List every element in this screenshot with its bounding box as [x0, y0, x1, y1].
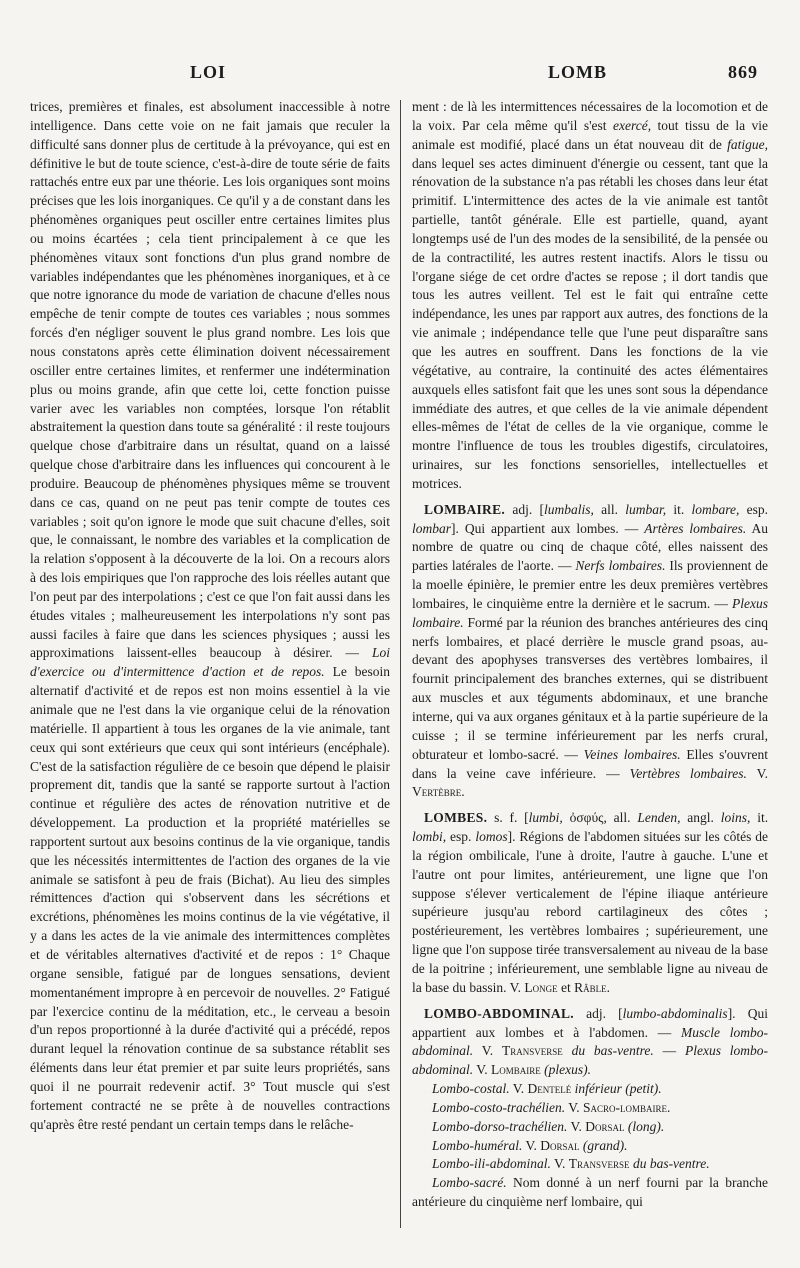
text: all.: [613, 810, 631, 826]
text-italic: lumbar,: [625, 501, 667, 517]
text: Elles s'ouvrent dans la veine cave inférieure. —: [412, 746, 768, 781]
text: s. f. [: [494, 810, 529, 826]
text-italic: lombare,: [691, 501, 740, 517]
text: ]. Qui appartient aux lombes et à l'abdomen. —: [412, 1005, 768, 1040]
subentry-lombo-sacre: [412, 1174, 768, 1212]
entry-lombaire: [412, 501, 768, 803]
text: Le besoin alternatif d'activité et de repos est non moins essentiel à la vie animale que ne l'est dans la vie organique celui de la rénovation matérielle. Il appartient à tous les organes de la vie animale, tant ceux qui sont extérieurs que ceux qui sont intérieurs (encéphale). C'est de la satisfaction régulière de ce besoin que dépend le plaisir proprement dit, tandis que la santé se rapporte surtout à l'action continue et régulière des actes de rénovation nutritive et de développement. La production et la propriété matérielles se rapportent surtout aux besoins continus de la vie organique, tandis que les nécessités intermittentes de l'action des organes de la vie animale se satisfont à peu de frais (Bichat). Au lieu des simples rémittences d'action qui s'observent dans les sécrétions et excrétions, phénomènes les moins continus de la vie végétative, il y a dans les actes de la vie animale des intermittences complètes et de véritables alternatives d'activité et de repos : 1° Chaque organe sensible, fatigué par de longues sensations, devient momentanément impropre à en percevoir de nouvelles. 2° Fatigué par l'exercice continu de la méditation, etc., le cerveau a besoin d'un repos proportionné à la durée d'activité qui a précédé, repos durant lequel la rénovation continue de sa substance rétablit ses éléments dans leur état premier et par suite leurs propriétés, sans quoi il ne pourrait redevenir actif. 3° Tout muscle qui s'est fortement contracté ne se prête à de nouvelles contractions qu'après être resté pendant un certain temps dans le relâche-: [30, 664, 390, 1132]
left-column: [30, 98, 390, 1134]
text-italic: lumbalis,: [543, 501, 594, 517]
text: V.: [568, 1099, 580, 1115]
text: Nom donné à un nerf fourni par la branche antérieure du cinquième nerf lombaire, qui: [412, 1175, 768, 1210]
text: adj. [: [586, 1005, 623, 1021]
text: Formé par la réunion des branches antérieures des cinq nerfs lombaires, et placé derrière le muscle grand psoas, au-devant des apophyses transverses des vertèbres lombaires, il fournit principalement des branches externes, qui se distribuent aux muscles et aux téguments abdominaux, et une branche interne, qui va aux organes génitaux et à la partie supérieure de la cuisse ; il se termine inférieurement par les nerfs crural, obturateur et lombo-sacré. —: [412, 614, 769, 762]
text-italic: (long).: [627, 1118, 665, 1134]
text: it.: [757, 810, 769, 826]
text-italic: (grand).: [582, 1137, 628, 1153]
text-italic: Muscle lombo-abdominal.: [412, 1024, 769, 1059]
text-italic: lombi,: [412, 829, 447, 845]
text: all.: [601, 501, 618, 517]
text-italic: fatigue,: [727, 136, 768, 152]
text-italic: Lombo-dorso-trachélien.: [432, 1118, 568, 1134]
text: trices, premières et finales, est absolument inaccessible à notre intelligence. Dans cette voie on ne fait jamais que reculer la difficulté sans donner plus de certitude à la prévoyance, qui est en définitive le but de toute science, c'est-à-dire de toute série de faits rattachés entre eux par une théorie. Les lois organiques sont moins précises que les lois inorganiques. Ce qu'il y a de constant dans les phénomènes organiques peut osciller entre certaines limites plus ou moins écartées ; cela tient principalement à ce que les phénomènes vitaux sont fonctions d'un plus grand nombre de variables indépendantes que les phénomènes inorganiques, et à ce que notre ignorance du mode de variation de chacune d'elles nous empêche de tenir compte de toutes ces variables ; nous sommes forcés d'en négliger souvent le plus grand nombre. Les lois que nous constatons après cette élimination doivent nécessairement osciller entre certaines limites, et renfermer une indétermination plus ou moins grande, afin que cette loi, cette fonction puisse varier avec les variables non comptées, lorsque l'on rétablit abstraitement la question dans toute sa généralité : il reste toujours quelque chose d'arbitraire dans un résultat, quand on a laissé quelque chose d'arbitraire dans les influences qui concourent à le produire. Beaucoup de phénomènes physiques même se trouvent dans ce cas, quand on ne peut pas tenir compte de toutes ces variables ; soit qu'on ignore le mode que suit chacune d'elles, soit que, le connaissant, le nombre des variables et la complication de la relation s'opposent à la découverte de la loi. On a recours alors à des lois empiriques que l'on rapproche des lois réelles autant que l'on peut par des interpolations ; c'est ce que l'on fait aussi dans les études vitales ; malheureusement les interpolations n'y sont pas aussi faciles à faire que dans les sciences physiques ; aussi les approximations laissent-elles beaucoup à désirer. —: [30, 99, 390, 661]
text-italic: lumbi,: [528, 810, 563, 826]
text: —: [662, 1043, 677, 1059]
cross-reference: Vertèbre.: [412, 784, 465, 800]
paragraph-loi: [30, 98, 390, 1134]
text-italic: Lombo-costal.: [432, 1081, 510, 1097]
text-italic: loins,: [720, 810, 751, 826]
text-italic: Plexus lombo-abdominal.: [412, 1043, 769, 1078]
text-italic: (plexus).: [544, 1062, 592, 1078]
text-italic: exercé,: [612, 117, 652, 133]
page-number: 869: [728, 62, 758, 82]
text-italic: Veines lombaires.: [583, 746, 681, 762]
subentry-lombo-costal: [412, 1080, 768, 1099]
cross-reference: Lombaire: [491, 1062, 541, 1078]
text: V.: [512, 1081, 525, 1097]
column-divider: [400, 100, 401, 1228]
cross-reference: Transverse: [501, 1043, 563, 1059]
text: V.: [554, 1156, 566, 1172]
running-head-left: LOI: [190, 62, 227, 82]
text: V.: [570, 1118, 582, 1134]
subentry-lombo-humeral: [412, 1137, 768, 1156]
headword: LOMBAIRE.: [424, 501, 506, 517]
text: esp.: [450, 829, 472, 845]
cross-reference: Dorsal: [540, 1137, 580, 1153]
text: ment : de là les intermittences nécessaires de la locomotion et de la voix. Par cela même qu'il s'est: [412, 99, 768, 133]
text-italic: lomos: [475, 829, 508, 845]
headword: LOMBO-ABDOMINAL.: [424, 1005, 574, 1021]
text: ]. Régions de l'abdomen situées sur les côtés de la région ombilicale, l'une à droite, l'autre à gauche. L'une et l'autre ont pour limites, antérieurement, une ligne que l'on suppose s'élever verticalement de l'épine iliaque antérieure supérieure jusqu'au rebord cartilagineux des côtes ; postérieurement, les vertèbres lombaires ; supérieurement, une ligne que l'on suppose tirée transversalement au niveau de la base de la poitrine ; inférieurement, une semblable ligne au niveau de la base du bassin. V.: [412, 829, 769, 995]
text: V.: [476, 1062, 488, 1078]
text: V.: [525, 1137, 537, 1153]
text: Au nombre de quatre ou cinq de chaque côté, elles naissent des parties latérales de l'aorte. —: [412, 520, 768, 574]
text: ]. Qui appartient aux lombes. —: [451, 520, 639, 536]
cross-reference: Râble.: [574, 979, 611, 995]
text-italic: Plexus lombaire.: [412, 595, 769, 630]
right-column: [412, 98, 768, 1212]
text: dans lequel ses actes diminuent d'énergie ou cessent, tant que la rénovation de la substance n'a pas rétabli les choses dans leur état primitif. L'intermittence des actes de la vie animale est tantôt partielle, tantôt générale. Elle est partielle, quand, ayant longtemps usé de l'un des modes de la sensibilité, de la pensée ou de la contractilité, les autres restent inactifs. Alors le tissu ou l'organe siége de cet ordre d'actes se repose ; il dort tandis que tous les autres veillent. Tel est le fait qui entraîne cette indépendance, les unes par rapport aux autres, des fonctions de la vie animale ; indépendance telle que l'une peut disparaître sans que les autres en souffrent. Dans les fonctions de la vie végétative, au contraire, la continuité des actes élémentaires auxquels elles satisfont fait que les unes sont sous la dépendance immédiate des autres, et que celles de la vie animale dépendent elles-mêmes de l'état de celles de la vie organique, comme le montre l'influence de tous les troubles digestifs, circulatoires, urinaires, sur les fonctions sensorielles, intellectuelles et motrices.: [412, 155, 768, 491]
text: adj. [: [512, 501, 544, 517]
cross-reference: Longe: [524, 979, 558, 995]
text-italic: Artères lombaires.: [644, 520, 747, 536]
entry-lombo-abdominal: [412, 1005, 768, 1080]
subheading-italic: Loi d'exercice ou d'intermittence d'action et de repos.: [30, 645, 390, 680]
text: esp.: [746, 501, 769, 517]
cross-reference: Sacro-lombaire.: [583, 1099, 671, 1115]
subentry-lombo-dorso-trachelien: [412, 1118, 768, 1137]
text-italic: du bas-ventre.: [632, 1156, 710, 1172]
text-italic: Vertèbres lombaires.: [629, 765, 747, 781]
text: tout tissu de la vie animale est modifié, placé dans un état nouveau dit de: [412, 117, 768, 152]
subentry-lombo-ili-abdominal: [412, 1155, 768, 1174]
text: angl.: [687, 810, 714, 826]
headword: LOMBES.: [424, 810, 488, 826]
cross-reference: Transverse: [568, 1156, 630, 1172]
text-italic: Lenden,: [637, 810, 681, 826]
text: it.: [673, 501, 685, 517]
cross-reference: Dentelé: [527, 1081, 572, 1097]
text-italic: Nerfs lombaires.: [575, 558, 666, 574]
subentry-lombo-costo-trachelien: [412, 1099, 768, 1118]
text-greek: ὀσφύς,: [569, 810, 607, 826]
text-italic: Lombo-sacré.: [432, 1175, 507, 1191]
text-italic: inférieur (petit).: [574, 1081, 662, 1097]
text: et: [561, 979, 571, 995]
text-italic: Lombo-huméral.: [432, 1137, 523, 1153]
text: Ils proviennent de la moelle épinière, le premier entre les deux premières vertèbres lombaires, le cinquième entre la dernière et le sacrum. —: [412, 558, 768, 611]
text-italic: Lombo-ili-abdominal.: [432, 1156, 551, 1172]
text-italic: lombar: [412, 520, 452, 536]
cross-reference: Dorsal: [585, 1118, 625, 1134]
running-head-right: LOMB: [548, 62, 608, 82]
paragraph-continuation: [412, 98, 768, 494]
text: V.: [756, 765, 768, 781]
text-italic: lumbo-abdominalis: [622, 1005, 728, 1021]
text-italic: du bas-ventre.: [571, 1043, 654, 1059]
entry-lombes: [412, 809, 768, 997]
text: V.: [481, 1043, 494, 1059]
text-italic: Lombo-costo-trachélien.: [432, 1099, 566, 1115]
